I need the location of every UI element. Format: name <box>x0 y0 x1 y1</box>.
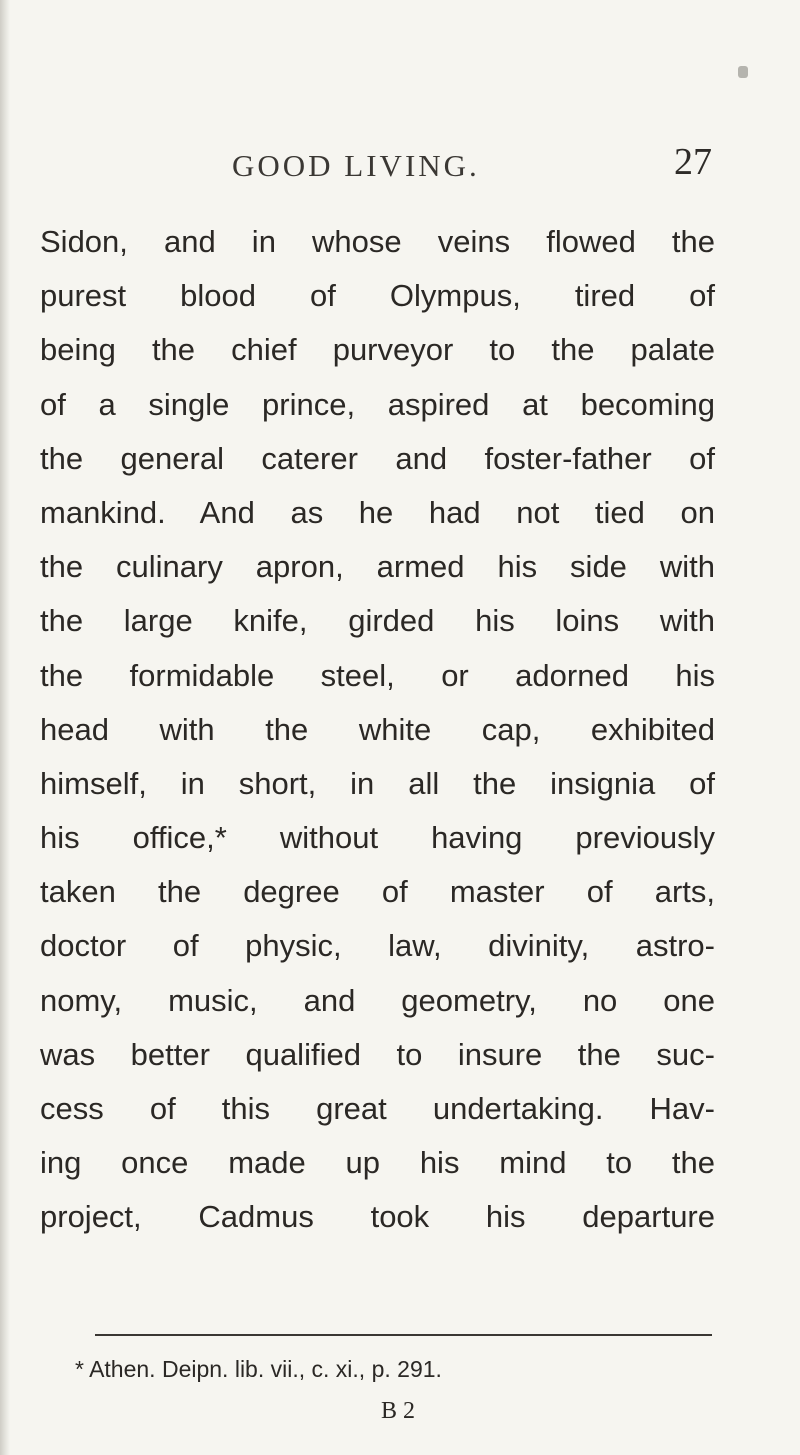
text-line: the large knife, girded his loins with <box>40 603 715 639</box>
text-line: the general caterer and foster-father of <box>40 440 715 476</box>
text-line: was better qualified to insure the suc- <box>40 1036 715 1072</box>
text-line: himself, in short, in all the insignia of <box>40 765 715 801</box>
text-line: Sidon, and in whose veins flowed the <box>40 224 715 259</box>
text-line: his office,* without having previously <box>40 820 715 856</box>
page-number: 27 <box>674 141 712 183</box>
text-line: purest blood of Olympus, tired of <box>40 278 715 314</box>
running-title: GOOD LIVING. <box>232 148 480 183</box>
text-line: of a single prince, aspired at becoming <box>40 386 715 422</box>
text-line: the formidable steel, or adorned his <box>40 657 715 693</box>
text-line: being the chief purveyor to the palate <box>40 332 715 368</box>
footnote: * Athen. Deipn. lib. vii., c. xi., p. 291. <box>75 1356 442 1382</box>
text-line: mankind. And as he had not tied on <box>40 494 715 530</box>
text-line: head with the white cap, exhibited <box>40 711 715 747</box>
text-line: cess of this great undertaking. Hav- <box>40 1091 715 1126</box>
text-line: the culinary apron, armed his side with <box>40 549 715 585</box>
footnote-rule <box>95 1334 712 1336</box>
scan-mark <box>738 66 748 78</box>
text-line: taken the degree of master of arts, <box>40 874 715 910</box>
page-edge-shadow <box>0 0 10 1455</box>
text-line: nomy, music, and geometry, no one <box>40 982 715 1018</box>
text-line: doctor of physic, law, divinity, astro- <box>40 928 715 964</box>
text-line: project, Cadmus took his departure <box>40 1199 715 1235</box>
text-line: ing once made up his mind to the <box>40 1145 715 1181</box>
body-text <box>40 215 715 1245</box>
running-head <box>232 141 712 192</box>
signature-mark: B 2 <box>381 1398 416 1424</box>
